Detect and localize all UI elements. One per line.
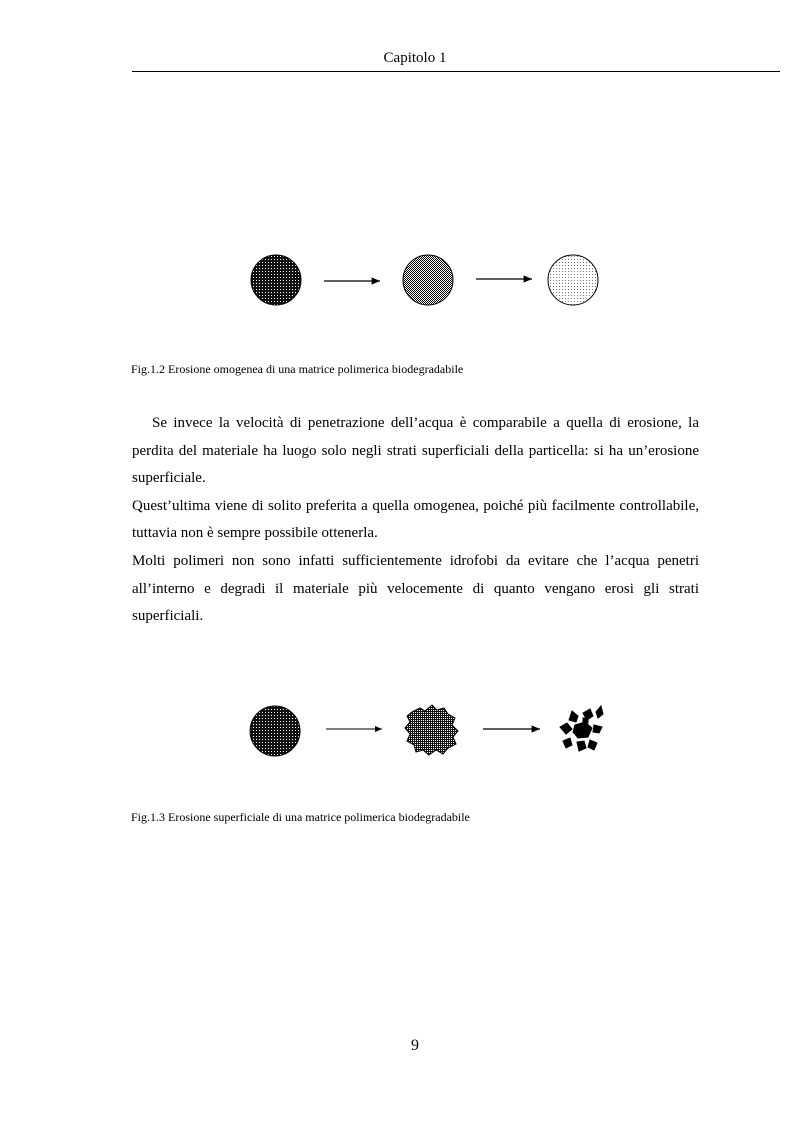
paragraph: Molti polimeri non sono infatti sufficientemente idrofobi da evitare che l’acqua penetri all’interno e degradi il materiale più velocemente di quanto vengano erosi gli strati superficiali. <box>132 552 699 625</box>
paragraph: Quest’ultima viene di solito preferita a quella omogenea, poiché più facilmente controllabile, tuttavia non è sempre possibile ottenerla. <box>132 497 699 542</box>
figure-caption-1-3: Fig.1.3 Erosione superficiale di una matrice polimerica biodegradabile <box>131 810 470 824</box>
paragraph: Se invece la velocità di penetrazione dell’acqua è comparabile a quella di erosione, la perdita del materiale ha luogo solo negli strati superficiali della particella: si ha un’erosione superficiale. <box>132 415 699 487</box>
page-number: 9 <box>411 1037 419 1054</box>
sphere-full <box>250 706 300 756</box>
figure-caption-1-2: Fig.1.2 Erosione omogenea di una matrice polimerica biodegradabile <box>131 362 464 376</box>
particle-partially-eroded <box>405 705 458 755</box>
running-head: Capitolo 1 <box>383 50 447 66</box>
particle-fragmented <box>560 706 603 751</box>
